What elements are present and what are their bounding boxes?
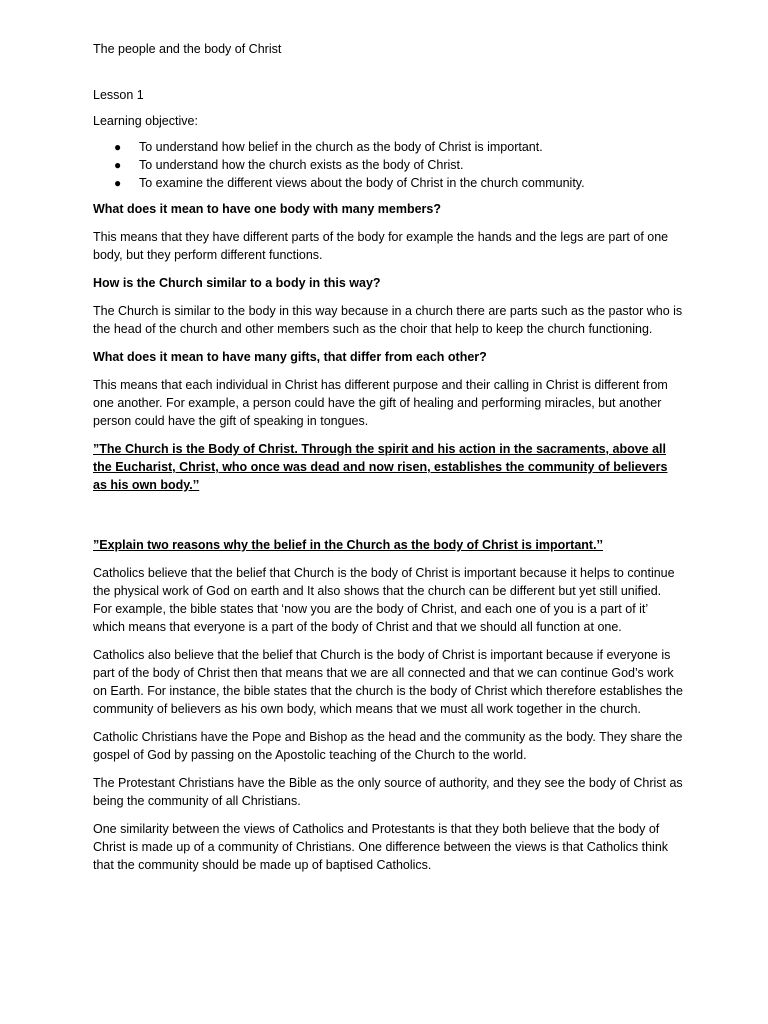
question-heading: What does it mean to have many gifts, that differ from each other?: [93, 350, 487, 364]
explain-question: ”Explain two reasons why the belief in the Church as the body of Christ is important.’’: [93, 538, 604, 552]
objective-text: To understand how belief in the church as the body of Christ is important.: [139, 140, 543, 154]
question-heading: How is the Church similar to a body in this way?: [93, 276, 381, 290]
list-item: [114, 156, 683, 174]
list-item: [114, 138, 683, 156]
body-paragraph: One similarity between the views of Catholics and Protestants is that they both believe that the body of Christ is made up of a community of Christians. One difference between the views is that Catholics think that the community should be made up of baptised Catholics.: [93, 822, 669, 872]
quote-block: ”The Church is the Body of Christ. Through the spirit and his action in the sacraments, above all the Eucharist, Christ, who once was dead and now risen, establishes the community of believers as his own body.’’: [93, 442, 668, 492]
answer-paragraph: The Church is similar to the body in this way because in a church there are parts such as the pastor who is the head of the church and other members such as the choir that help to keep the church functioning.: [93, 304, 683, 336]
lesson-label: Lesson 1: [93, 88, 144, 102]
question-heading: What does it mean to have one body with many members?: [93, 202, 441, 216]
objectives-list: [93, 138, 683, 192]
document-title: The people and the body of Christ: [93, 42, 282, 56]
answer-paragraph: This means that each individual in Christ has different purpose and their calling in Christ is different from one another. For example, a person could have the gift of healing and performing miracles, but another person could have the gift of speaking in tongues.: [93, 378, 668, 428]
body-paragraph: Catholics also believe that the belief that Church is the body of Christ is important because if everyone is part of the body of Christ then that means that we are all connected and that we can continue God’s work on Earth. For instance, the bible states that the church is the body of Christ which therefore establishes the community of believers as his own body, which means that we must all work together in the church.: [93, 648, 683, 716]
body-paragraph: Catholics believe that the belief that Church is the body of Christ is important because it helps to continue the physical work of God on earth and It also shows that the church can be different but yet still unified. For example, the bible states that ‘now you are the body of Christ, and each one of you is a part of it’ which means that everyone is a part of the body of Christ and that we should all function at one.: [93, 566, 675, 634]
bullet-icon: ●: [114, 176, 122, 190]
body-paragraph: Catholic Christians have the Pope and Bishop as the head and the community as the body. They share the gospel of God by passing on the Apostolic teaching of the Church to the world.: [93, 730, 683, 762]
document-body: [93, 40, 683, 884]
objective-text: To examine the different views about the body of Christ in the church community.: [139, 176, 585, 190]
list-item: [114, 174, 683, 192]
bullet-icon: ●: [114, 158, 122, 172]
objective-heading: Learning objective:: [93, 114, 198, 128]
body-paragraph: The Protestant Christians have the Bible as the only source of authority, and they see the body of Christ as being the community of all Christians.: [93, 776, 683, 808]
objective-text: To understand how the church exists as the body of Christ.: [139, 158, 464, 172]
answer-paragraph: This means that they have different parts of the body for example the hands and the legs are part of one body, but they perform different functions.: [93, 230, 669, 262]
bullet-icon: ●: [114, 140, 122, 154]
